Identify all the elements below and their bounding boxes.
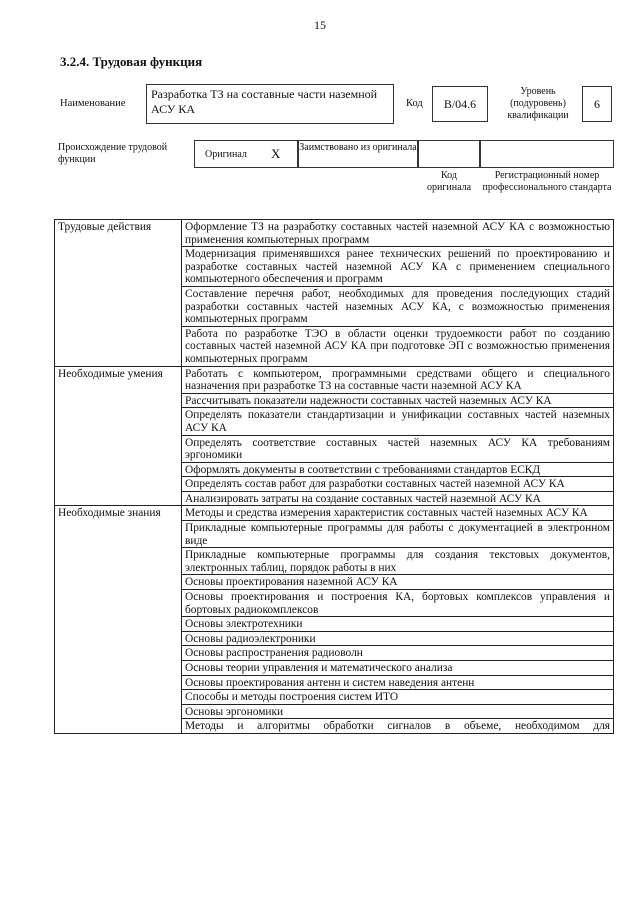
registration-number-caption: Регистрационный номер профессионального стандарта — [482, 170, 612, 193]
origin-label: Происхождение трудовой функции — [58, 142, 168, 165]
list-item: Работать с компьютером, программными средствами общего и специального назначения при разработке ТЗ на составные части наземной АСУ КА — [182, 366, 614, 393]
list-item: Основы распространения радиоволн — [182, 646, 614, 661]
list-item: Составление перечня работ, необходимых для проведения последующих стадий разработки составных частей наземных АСУ КА, с возможностью применения компьютерных программ — [182, 286, 614, 326]
section-title: 3.2.4. Трудовая функция — [60, 54, 203, 69]
name-label: Наименование — [60, 98, 126, 109]
level-label: Уровень (подуровень) квалификации — [507, 86, 569, 121]
table-row — [55, 366, 614, 393]
code-label: Код — [406, 98, 423, 109]
list-item: Основы электротехники — [182, 617, 614, 632]
list-item: Основы проектирования наземной АСУ КА — [182, 575, 614, 590]
list-item: Основы эргономики — [182, 704, 614, 719]
original-cell — [194, 140, 298, 168]
level-value: 6 — [594, 97, 600, 111]
list-item: Оформление ТЗ на разработку составных частей наземной АСУ КА с возможностью применения компьютерных программ — [182, 220, 614, 247]
function-name-box — [146, 84, 394, 124]
list-item: Методы и средства измерения характеристик составных частей наземных АСУ КА — [182, 506, 614, 521]
list-item: Определять соответствие составных частей наземных АСУ КА требованиям эргономики — [182, 435, 614, 462]
list-item: Основы проектирования антенн и систем наведения антенн — [182, 675, 614, 690]
list-item: Прикладные компьютерные программы для работы с документацией в электронном виде — [182, 521, 614, 548]
list-item: Основы радиоэлектроники — [182, 631, 614, 646]
list-item: Определять состав работ для разработки составных частей наземной АСУ КА — [182, 477, 614, 492]
category-required-skills: Необходимые умения — [55, 366, 182, 506]
level-box — [582, 86, 612, 122]
list-item: Методы и алгоритмы обработки сигналов в объеме, необходимом для — [182, 719, 614, 734]
registration-number-cell — [480, 140, 614, 168]
table-row — [55, 220, 614, 247]
original-label: Оригинал — [205, 149, 247, 160]
page-number: 15 — [314, 18, 326, 32]
list-item: Модернизация применявшихся ранее технических решений по проектированию и разработке составных частей наземной АСУ КА с применением специального компьютерного обеспечения и программ — [182, 247, 614, 287]
list-item: Анализировать затраты на создание составных частей наземной АСУ КА — [182, 491, 614, 506]
list-item: Работа по разработке ТЭО в области оценки трудоемкости работ по созданию составных частей наземной АСУ КА при подготовке ЭП с возможностью применения компьютерных программ — [182, 326, 614, 366]
borrowed-label: Заимствовано из оригинала — [299, 142, 417, 153]
original-mark: X — [271, 146, 281, 161]
category-required-knowledge: Необходимые знания — [55, 506, 182, 734]
list-item: Оформлять документы в соответствии с требованиями стандартов ЕСКД — [182, 462, 614, 477]
list-item: Прикладные компьютерные программы для создания текстовых документов, электронных таблиц, порядок работы в них — [182, 548, 614, 575]
function-name-value: Разработка ТЗ на составные части наземной АСУ КА — [151, 87, 378, 116]
borrowed-cell — [298, 140, 418, 168]
function-details-table — [54, 219, 614, 734]
table-row — [55, 506, 614, 521]
list-item: Способы и методы построения систем ИТО — [182, 690, 614, 705]
category-labor-actions: Трудовые действия — [55, 220, 182, 367]
original-code-cell — [418, 140, 480, 168]
original-code-caption: Код оригинала — [426, 170, 472, 193]
list-item: Определять показатели стандартизации и унификации составных частей наземных АСУ КА — [182, 408, 614, 435]
list-item: Основы проектирования и построения КА, бортовых комплексов управления и бортовых радиокомплексов — [182, 590, 614, 617]
list-item: Рассчитывать показатели надежности составных частей наземных АСУ КА — [182, 393, 614, 408]
code-value: B/04.6 — [443, 97, 477, 111]
list-item: Основы теории управления и математического анализа — [182, 661, 614, 676]
code-box — [432, 86, 488, 122]
